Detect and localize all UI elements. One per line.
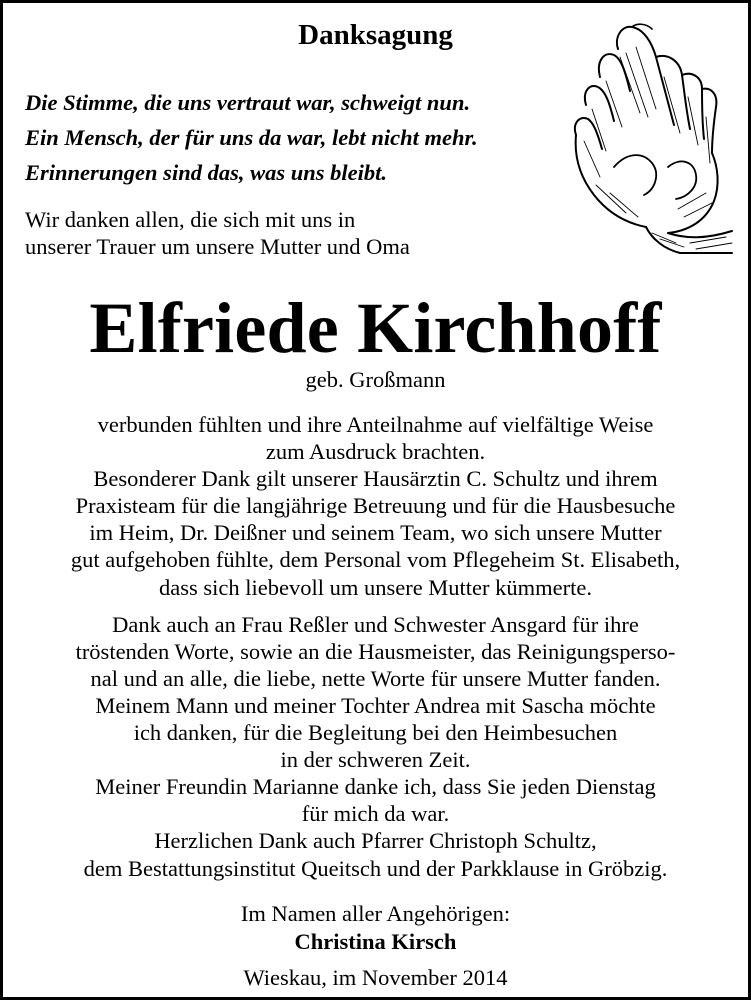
- signer-name: Christina Kirsch: [294, 929, 457, 954]
- text-line: verbunden fühlten und ihre Anteilnahme auf vielfältige Weise: [97, 412, 654, 437]
- praying-hands-icon: [556, 17, 736, 257]
- text-line: dem Bestattungsinstitut Queitsch und der Parkklause in Gröbzig.: [83, 855, 668, 881]
- text-line: Praxisteam für die langjährige Betreuung und für die Hausbesuche: [75, 493, 676, 519]
- intro-block: [25, 206, 505, 260]
- text-line: Dank auch an Frau Reßler und Schwester Ansgard für ihre: [112, 611, 639, 637]
- place-date: Wieskau, im November 2014: [243, 965, 508, 990]
- text-line: zum Ausdruck brachten.: [265, 439, 486, 465]
- text-line: Herzlichen Dank auch Pfarrer Christoph Schultz,: [154, 828, 597, 854]
- text-line: Meiner Freundin Marianne danke ich, dass Sie jeden Dienstag: [95, 774, 656, 800]
- thanks-paragraph: [13, 411, 738, 601]
- text-line: tröstenden Worte, sowie an die Hausmeister, das Reinigungsperso-: [75, 638, 676, 664]
- text-line: gut aufgehoben fühlte, dem Personal vom Pflegeheim St. Elisabeth,: [70, 547, 681, 573]
- text-line: für mich da war.: [301, 801, 450, 827]
- signoff-intro: Im Namen aller Angehörigen:: [240, 901, 511, 926]
- intro-line: Wir danken allen, die sich mit uns in: [25, 207, 356, 232]
- text-line: Meinem Mann und meiner Tochter Andrea mit Sascha möchte: [95, 692, 656, 718]
- text-line: ich danken, für die Begleitung bei den Heimbesuchen: [133, 720, 618, 746]
- text-line: dass sich liebevoll um unsere Mutter kümmerte.: [158, 574, 593, 600]
- signoff-block: [3, 900, 748, 992]
- text-line: Besonderer Dank gilt unserer Hausärztin C. Schultz und ihrem: [93, 466, 658, 492]
- poem-block: [25, 85, 565, 190]
- text-line: nal und an alle, die liebe, nette Worte für unsere Mutter fanden.: [90, 665, 661, 691]
- text-line: in der schweren Zeit.: [280, 747, 471, 773]
- birth-name: geb. Großmann: [305, 367, 446, 392]
- thanks-paragraph: [13, 611, 738, 882]
- notice-title: Danksagung: [298, 19, 453, 51]
- deceased-name: Elfriede Kirchhoff: [89, 288, 662, 368]
- poem-line: Die Stimme, die uns vertraut war, schweigt nun.: [25, 90, 471, 115]
- poem-line: Ein Mensch, der für uns da war, lebt nicht mehr.: [25, 125, 478, 150]
- poem-line: Erinnerungen sind das, was uns bleibt.: [25, 160, 387, 185]
- text-line: im Heim, Dr. Deißner und seinem Team, wo sich unsere Mutter: [89, 520, 662, 546]
- intro-line: unserer Trauer um unsere Mutter und Oma: [25, 234, 410, 259]
- thanks-text: [13, 411, 738, 882]
